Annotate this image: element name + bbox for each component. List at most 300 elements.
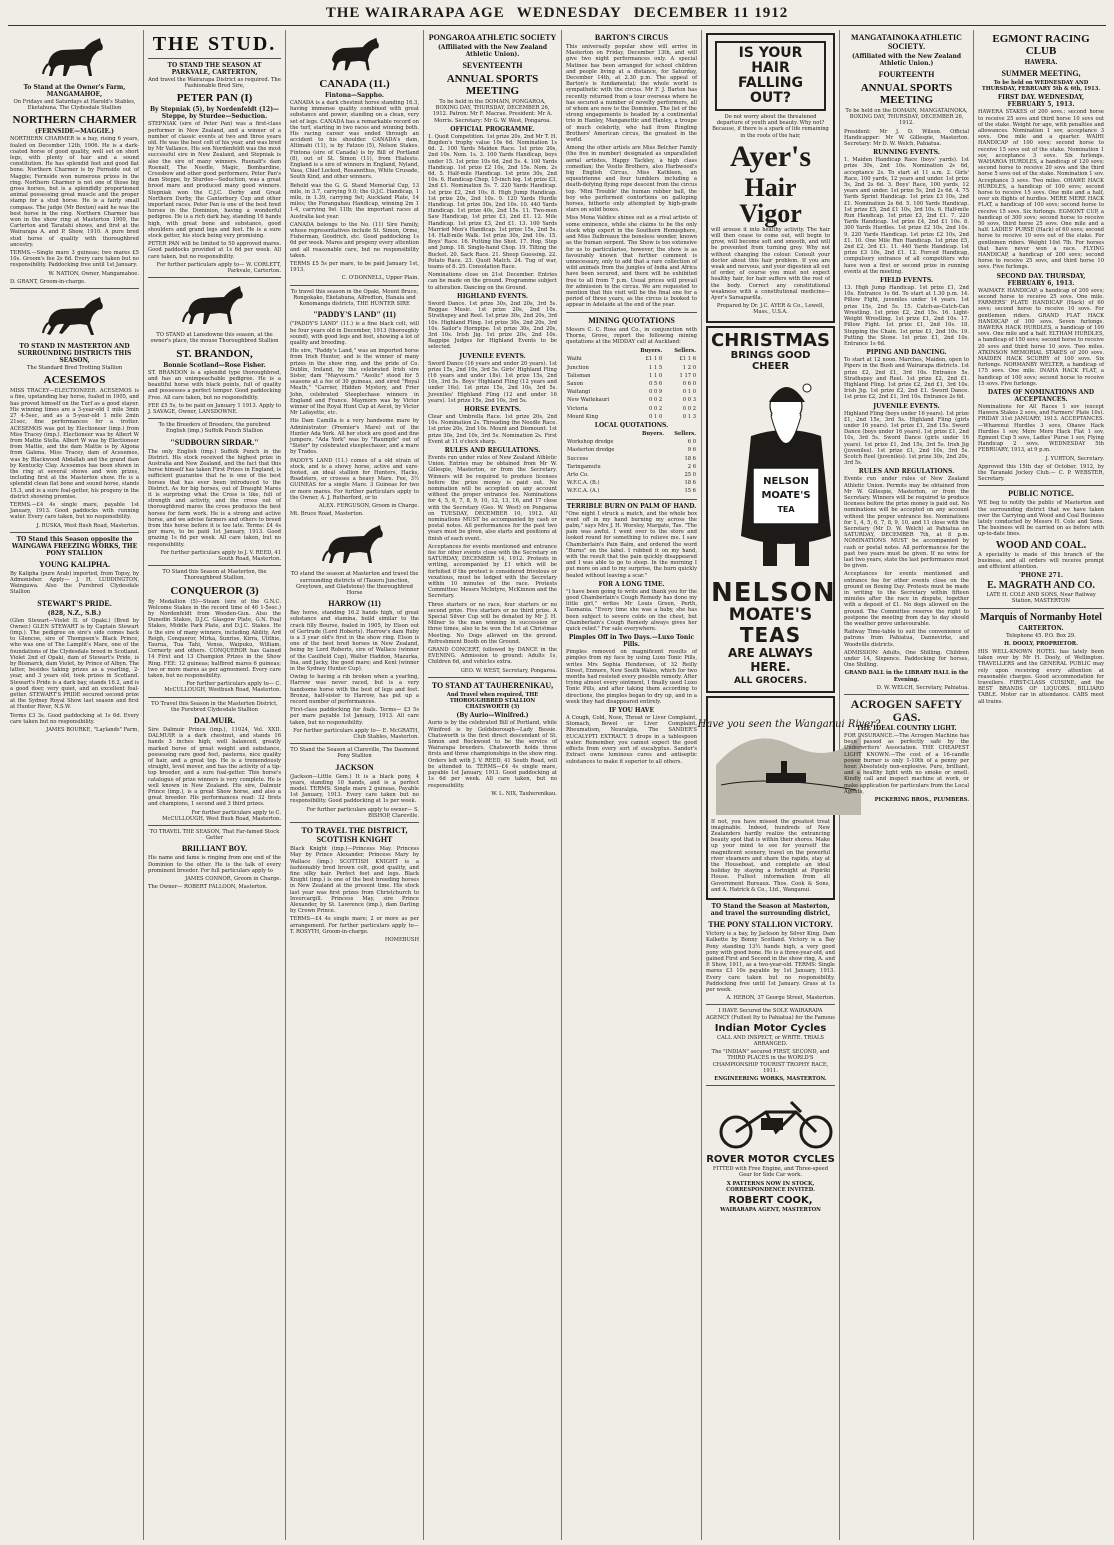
concert-note: GRAND CONCERT, followed by DANCE in the EVENING. Admission to ground: Adults 1s, Children 6d, and vehicles extra. bbox=[428, 647, 557, 666]
circus-body-2: Among the other artists are Miss Belcher Family (the five in number) designated as unparalleled aerial artistes, Happy Tackley, a high class comedian; the Vosito Brothers, also Harbwood's big English Circus, Miss Kathleen, an equestrienne and four tumblers including a death-defying flying rope descent from the circus top. 'Mini Trouble' the human rubber ball, the boy who performed contortions on galloping horses, hitherto only attempted by high-grade stars on solid boxes. bbox=[566, 145, 697, 214]
divider bbox=[148, 418, 281, 419]
quotation-name: Waitangi bbox=[567, 389, 591, 396]
quotation-value: 9 6 bbox=[687, 447, 696, 454]
stud-1-name: PETER PAN (I) bbox=[176, 92, 253, 105]
rules-text-3: Three starters or no race, four starters or no second prize. Five starters or no third prize. A Special Silver Cup will be donated by Mr J. H. Milner to the man winning in succession or three times, also to be won the 1st at Christmas Meeting. No Dogs allowed on the ground. Refreshment Booth on the Ground. bbox=[428, 601, 557, 645]
divider bbox=[706, 1085, 835, 1086]
canada-body-2: Behold was the G. G. Stand Memorial Cup, 13 mile, in 3.7, carrying 9.0; the O.J.C. Handicap, 1 mile, in 1.39, carrying 9st; Auckland Plate, 14 miles; the Forangahau Handicap, winning 2m 1 1-4, carrying 9st 11lb; the important races at Australia last year. bbox=[290, 182, 419, 220]
pongaroa-title: PONGAROA ATHLETIC SOCIETY bbox=[428, 33, 557, 42]
quotation-value: 0 0 2 bbox=[648, 397, 663, 404]
moates-brand: MOATE'S bbox=[728, 604, 813, 625]
wanganui-script: Have you seen the Wanganui River? bbox=[697, 718, 881, 730]
mangatainoka-fourteenth: FOURTEENTH bbox=[878, 70, 935, 79]
paddys-land-body: His sire, "Paddy's Land," was an imported horse from Irish Hunter, and is the winner of many prizes in the show ring, and the pride of Co. Dublin, Ireland, by the celebrated Irish sire Sister, dam "Mayvourn." "Aeolic" stood for 5 seasons at a fee of 30 guineas, and sired "Royal Meath," "Carrier, Hidden Mystery, and Frier John, celebrated Steeplechase winners in England and France. Maymorn was by Victor winner of the Royal Hunt Cup at Ascot, by Victor Mr Lafayette, etc. bbox=[290, 348, 419, 417]
rules-text: Events run under rules of New Zealand Athletic Union. Entries may be obtained from Mr W. Gillespie, Masterton, or from the Secretary. Winners will be required to produce licenses before the prize money is paid out. No nomination will be accepted on any account without the proper entrance fee. Nominations for 4, 5, 6, 7, 8, 9, 10, 12, 13, 16, and 17 close with the Secretary (Geo. W. West) on Pongaroa on TUESDAY, DECEMBER 10, 1912. All nominations MUST be accompanied by cash or postal notes. All performances for the past two years must be given, also starts and positions at finish of each event. bbox=[428, 454, 557, 542]
programme-heading: OFFICIAL PROGRAMME. bbox=[450, 125, 535, 133]
scottish-knight-place: HOMEBUSH bbox=[384, 936, 419, 943]
harrow-body: Bay horse, standing 16.2 hands high, of great substance and stamina, build similar to the crack filly Bourse, foaled in 1905, by Elson out of Gertrude (Lord Hoberts). Harrow's dam Ruby is a 3 year old's first in the show ring. Elson is one of the best bred horses in New Zealand, being by Lord Roberts, sire of Wallace (winner of the Caulfield Cup), Walter Haddon, Mazurka, Ina, and Jacky, the good mare; and Kent (winner in the Sydney Hunter Cup). bbox=[290, 610, 419, 673]
chatsworth-body: Aurio is by the celebrated Bill of Portland, while Winifred is by Goldsborough—Lady Bessie. Chatsworth is the first direct descendant of St. Simon and Rockwood to be the service of Wairarapa breeders. Chatsworth holds three firsts and three championships in the show ring. Orders left with J. V. REED, 41 South Road, will be attended to. TERMS—£4 4s single mare, payable 1st January, 1913. Good paddocking at 1s 6d per week. All care taken, but no responsibility. bbox=[428, 720, 557, 789]
newspaper-title: THE WAIRARAPA AGE bbox=[325, 4, 505, 21]
paddys-land-body-3: PADDY'S LAND (11.) comes of a old strain of stock, and is a showy horse, active and sure-footed, an ideal stallion for Hunters, Hacks, Roadsters, or crosses a heavy Mare. Fee, 3½ GUINEAS for a single Mare. 3 Guineas for two or more mares. For further particulars apply to the Owner, A. J. Rutherford, or to bbox=[290, 457, 419, 501]
stud-6-owner: JAMES CONNOR, Groom in Charge. bbox=[185, 876, 281, 883]
stud-2-pedigree: Bonnie Scotland—Rose Fisher. bbox=[163, 361, 266, 369]
rules-text-2: Acceptances for events mentioned and entrance fee for other events close with the Secretary on SATURDAY, DECEMBER 14, 1912. Protests in writing, accompanied by £1 which will be forfeited if the protest is considered frivolous or vexatious, must be lodged with the Secretary within 10 minutes of the race. Protests Committee: Messrs McIntyre, McKinnon and the Secretary. bbox=[428, 543, 557, 600]
acrogen-sub: THE IDEAL COUNTRY LIGHT. bbox=[856, 725, 957, 733]
stallion-1-owner: W. NATION, Owner, Mangamahoe. bbox=[48, 270, 139, 277]
stud-1-caption: TO STAND THE SEASON AT PARKVALE, CARTERTON, bbox=[167, 62, 262, 76]
horse-illustration-icon bbox=[320, 521, 390, 567]
stud-5-body: Sire Dalmuir Prince (imp.), 11024, Vol. XXII. DALMUIR is a dark chestnut, and stands 16 hands 3 inches high, well balanced, greatly marked horse of great weight and substance, possessing rare good feet, pasterns, nice quality of hair, and a great top. He is a tremendously straight, level mover, and has the activity of a tip-top breeder, and a sure foal-getter. This horse's catalogue of prize winners is very complete. He is well known in New Zealand. His sire, Dalmuir Prince (imp.), is a great Show horse, and also a great breeder. His performances read: 32 firsts and champions, 1 second and 3 third prizes. bbox=[148, 727, 281, 808]
mangatainoka-heading: ANNUAL SPORTS MEETING bbox=[860, 82, 953, 106]
quotation-value: 1 17 0 bbox=[679, 372, 696, 379]
quotation-value: 0 0 2 bbox=[682, 405, 696, 412]
horse-illustration-icon bbox=[325, 34, 385, 74]
nomination-dates-heading: DATES OF NOMINATIONS AND ACCEPTANCES. bbox=[987, 388, 1095, 403]
stud-1-body-2: PETER PAN will be limited to 50 approved mares. Good paddocks provided at 1s 6d per week. All care taken, but no responsibility. bbox=[148, 241, 281, 260]
quotation-value: 0 5 6 bbox=[648, 380, 663, 387]
table-row bbox=[566, 463, 697, 471]
phone-number: 'PHONE 271. bbox=[1018, 572, 1063, 580]
quotation-value bbox=[633, 471, 665, 479]
juvenile-events: Sword Dance (16 years and under 20 years). 1st prize 15s, 2nd 10s, 3rd 5s. Girls' Highland Fling (16 years and under 18s). 1st prize 15s, 2nd 10s, 3rd 5s. Boys' Highland Fling (12 years and under 16s). 1st prize 15s, 2nd 10s, 3rd 5s. Juveniles' Highland Fling (12 and under 16 years). 1st prize 15s, 2nd 10s, 3rd 5s. bbox=[428, 360, 557, 404]
pongaroa-intro: To be held in the DOMAIN, PONGAROA, BOXING DAY, THURSDAY, DECEMBER 26, 1912. Patron: Mr F. Macrae. President: Mr A. Morris. Secretary: Mr G. W. West, Pongaroa. bbox=[432, 99, 553, 124]
quotation-value bbox=[633, 487, 665, 495]
quotation-value: 0 0 9 bbox=[648, 389, 663, 396]
divider bbox=[290, 743, 419, 744]
quotation-name: Talisman bbox=[567, 372, 591, 379]
railway-note: Railway Time-table to suit the convenience of patrons from Pahiatua, Dannevirke, and Woodville districts. bbox=[844, 629, 969, 648]
ayer-brand: Ayer's bbox=[729, 139, 812, 173]
table-row bbox=[566, 380, 697, 388]
stud-6-body: His name and fame is ringing from one end of the Dominion to the other. He is the talk of every prominent breeder. For full particulars apply to bbox=[148, 855, 281, 874]
divider bbox=[148, 277, 281, 278]
table-row bbox=[566, 396, 697, 404]
christmas-heading: CHRISTMAS bbox=[711, 329, 830, 351]
divider bbox=[428, 677, 557, 678]
nomination-dates: Nominations for All Races 1 sov (except Hawera Stakes 2 sovs, and Farmers' Plate 10s). FRIDAY 31st JANUARY, 1913. ACCEPTANCES.—Wharenui Hurdles 3 sovs, Ohawe Hack Hurdles 1 sov, Mere Mere Hack Flat 1 sov, Egmont Cup 5 sovs, Ladies' Purse 1 sov, Flying Handicap 2 sovs. WEDNESDAY 5th FEBRUARY, 1913, at 9 p.m. bbox=[978, 403, 1104, 454]
tea-box-label-3: TEA bbox=[777, 504, 795, 514]
divider bbox=[566, 312, 697, 313]
stud-2-body: ST. BRANDON is a splendid type thoroughbred, and has an unimpeachable pedigree. He is a beautiful horse with black points, full of quality and possesses a perfect temper. Good paddocking Free. All care taken, but no responsibility. bbox=[148, 369, 281, 401]
column-3 bbox=[286, 30, 424, 1540]
circus-body-3: Miss Mona Valdice shines out as a rival artiste of some eminence, while she claims to be the only stock whip expert in the Southern Hemisphere, and Miss Dalbreaux the boneless wonder, known as the human serpent. The Show is too extensive for us to particularise, however, the show is as favourably known that further comment is unnecessary, only to add that a rare collection of wild animals from the jungles of India and Africa have been secured, and there will be exhibited free to all from 7 p.m. Usual prices will prevail for admission to the circus. We are requested to mention that this visit will be the final one for a period of three years, as the circus is booked to appear in Adelaide at the end of the year. bbox=[566, 215, 697, 309]
hotel-place: CARTERTON. bbox=[1018, 624, 1064, 632]
divider bbox=[148, 697, 281, 698]
stud-1-sub: And travel the Wairarapa District as required. The Fashionable Bred Sire, bbox=[148, 77, 281, 90]
tea-box-label-2: MOATE'S bbox=[761, 489, 811, 501]
stallion-1-terms: TERMS.—Single mare 3 guineas; two mares £5 10s. Groom's fee 2s 6d. Every care taken but no responsibility. Paddocking free until 1st January. bbox=[10, 250, 139, 269]
stallion-2-body: MISS TRACEY—ELECTIONEER. ACESEMOS is a fine, upstanding bay horse, foaled in 1905, and has proved himself on the Turf as a good stayer. His winning times are a 3-year-old 1 mile 3min 27 4-5sec, and as a 5-year-old 1 mile 2min 21sec, fine performances for a trotter. ACESEMOS was got by Electioneer (imp.) from Miss Tracey (imp.). Electioneer was by Albert W from Mattie Stella. Albert W was by Electioneer from Mattie, and the dam Mattie is by Algona from Galena. Miss Tracey, dam of Acesemos, was by Blackwood Abdallah and the grand dam by Kentucky Clay. Acesemos has been shown in the ring at several shows and won prizes, including first at the Masterton show. He is a splendid clean flat bone and sound horse, stands 15.3, and is a sure foal-getter, his progeny in the district showing promise. bbox=[10, 388, 139, 500]
piping-heading: PIPING AND DANCING. bbox=[866, 349, 947, 357]
stud-4-contact: For further particulars apply to— C. McCULLOUGH, Westbush Road, Masterton. bbox=[164, 681, 281, 694]
ayer-prepared: Prepared by Dr. J.C. AYER & Co., Lowell, Mass., U.S.A. bbox=[716, 303, 825, 316]
column-5 bbox=[562, 30, 702, 1540]
nelson-moates-advertisement bbox=[706, 326, 835, 693]
quotation-name: Mount King bbox=[567, 413, 599, 420]
circus-body: This universally popular show will arrive in Masterton on Friday, December 13th, and will give two night performances only. A special Matinee has been arranged for school children and people living at a distance, for Saturday, December 14th, at 2.30 p.m. The appeal of Barton's is fundamental; the whole world is sympathetic with the circus. Mr F. J. Barton has recently returned from a tour overseas where he has secured a number of novelty performers, all of whom are new to the Dominion. The list of the strong engagements is headed by a continental trio in Hanley, Manganettic and Hanley, a troupe of much celebrity, who hail from Ringling Brothers' American circus, the greatest in the world. bbox=[566, 44, 697, 144]
quotation-name: Waihi bbox=[567, 356, 582, 363]
divider bbox=[290, 822, 419, 823]
paddys-land-owner: ALEX. FERGUSON, Groom in Charge. bbox=[318, 502, 419, 509]
eucalypti-heading: IF YOU HAVE bbox=[608, 707, 655, 715]
table-row bbox=[566, 487, 697, 495]
quotation-value: 18 6 bbox=[684, 480, 696, 487]
stallion-2-owner: J. RUSKA, West Bush Road, Masterton. bbox=[36, 522, 139, 529]
mining-col-sellers: Sellers. bbox=[674, 348, 696, 355]
acrogen-signature: PICKERING BROS., PLUMBERS. bbox=[874, 797, 969, 804]
first-day-races: HAWERA STAKES of 200 sovs.; second horse to receive 25 sovs and third horse 10 sovs out of the stake. Weight for age, with penalties and allowances. Nomination 1 sov, acceptance 3 sovs. One mile and a quarter. WAIHI HANDICAP of 100 sovs; second horse to receive 15 sovs out of the stake. Nomination 1 sov, acceptance 3 sovs. Six furlongs. WAHAROA HURDLES, a handicap of 120 sovs; second horse to receive 20 sovs and the third horse 5 sovs out of the stake. Nomination 1 sov. Acceptance 3 sovs. Two miles. OHAWE HACK HURDLES, a handicap of 100 sovs; second horse to receive 15 sovs. One mile and a half, over six flights of hurdles. MERE MERE HACK FLAT, a handicap of 100 sovs; second horse to receive 15 sovs. Six furlongs. EGMONT CUP, a handicap of 300 sovs; second horse to receive 50 sovs, third horse 25 sovs. One mile and a half. LADIES' PURSE (Hack) of 60 sovs; second horse to receive 10 sovs out of the stake. For gentlemen riders. Weight 10st 7lb. For horses that have never won a race. FLYING HANDICAP, a handicap of 200 sovs; second horse to receive 25 sovs, and third horse 10 sovs. Five furlongs. bbox=[978, 109, 1104, 271]
mangatainoka-signature: D. W. WELCH, Secretary, Pahiatua. bbox=[876, 684, 969, 691]
stud-2-fee: FEE £5 5s, to be paid on January 1 1913. Apply to J. SAVAGE, Owner, LANSDOWNE. bbox=[148, 402, 281, 415]
table-row bbox=[566, 355, 697, 363]
hotel-proprietor: H. DOOLY, PROPRIETOR. bbox=[1004, 640, 1078, 647]
horse-illustration-icon bbox=[180, 282, 250, 328]
table-row bbox=[566, 471, 697, 479]
table-row bbox=[566, 364, 697, 372]
paddys-land-caption: To travel this season in the Opaki, Mount Bruce, Rongokako, Eketahuna, Alfredton, Hanaia and Konomanga districts, THE HUNTER SIRE bbox=[290, 288, 419, 308]
egmont-place: HAWERA. bbox=[1024, 59, 1058, 66]
divider bbox=[844, 694, 969, 695]
always-here-tagline: ARE ALWAYS HERE. bbox=[727, 645, 814, 674]
table-row bbox=[566, 372, 697, 380]
column-2 bbox=[144, 30, 286, 1540]
quotation-name: Arto Co. bbox=[567, 471, 589, 478]
hotel-phone: Telephone 45. P.O. Box 29. bbox=[1006, 632, 1076, 639]
stallion-1-groom: D. GRANT, Groom-in-charge. bbox=[10, 278, 86, 285]
stud-6-groom: The Owner— ROBERT FALLOON, Masterton. bbox=[148, 884, 268, 891]
rules-text-2a: Events run under rules of New Zealand Athletic Union. Permits may be obtained from Mr W. Gillespie, Masterton, or from the Secretary. Winners will be required to produce licenses before the prize money is paid out. No nominations will be accepted on any account without the proper entrance fee. Nominations for 1, 4, 5, 6, 7, 8, 9, 10, and 11 close with the Secretary (Mr D. W. Welch) at Pahiatua on SATURDAY, DECEMBER 7th, at 8 p.m. NOMINATIONS MUST be accompanied by cash or postal notes. All performances for the past two years must be given. If no wins for last two years, state the last performance must be given. bbox=[844, 476, 969, 570]
egmont-title: EGMONT RACING CLUB bbox=[992, 33, 1090, 57]
first-day-heading: FIRST DAY. WEDNESDAY, FEBRUARY 5, 1913. bbox=[997, 94, 1085, 109]
running-heading: RUNNING EVENTS. bbox=[873, 149, 940, 157]
juvenile-events-2: Highland Fling (boys under 16 years). 1st prize £1, 2nd 15s, 3rd 5s. Highland Fling (girls under 16 years). 1st prize £1, 2nd 15s. Sword Dance (boys under 16 years). 1st prize £1, 2nd 10s, 3rd 5s. Sword Dance (girls under 16 years). 1st prize £1, 2nd 15s, 3rd 5s. Irish Jig (juveniles). 1st prize £1, 2nd 10s, 3rd 5s. Scotch Reel (juveniles). 1st prize 30s, 2nd 20s, 3rd 5s. bbox=[844, 410, 969, 467]
stud-5-contact: For further particulars apply to C. McCULLOUGH, West Bush Road, Masterton. bbox=[162, 809, 281, 822]
stallion-2-caption: TO STAND IN MASTERTON AND SURROUNDING DISTRICTS THIS SEASON, bbox=[17, 343, 132, 365]
harrow-contact: For further particulars apply to— E. McGRATH, Club Stables, Masterton. bbox=[293, 727, 419, 741]
public-notice-heading: PUBLIC NOTICE. bbox=[1008, 489, 1074, 499]
stallion-1-name: NORTHERN CHARMER bbox=[12, 114, 137, 127]
rover-agent-name: ROBERT COOK, bbox=[728, 1194, 813, 1206]
indian-signature: ENGINEERING WORKS, MASTERTON. bbox=[714, 1075, 827, 1082]
quotation-name: Taringamutu bbox=[567, 463, 601, 470]
quotation-value: 6 0 bbox=[687, 439, 696, 446]
quotation-value: 0 1 3 bbox=[682, 413, 696, 420]
egmont-meeting: SUMMER MEETING, bbox=[1001, 69, 1081, 78]
stud-5-name: DALMUIR. bbox=[193, 716, 236, 726]
divider bbox=[10, 288, 139, 289]
pongaroa-seventeenth: SEVENTEENTH bbox=[462, 61, 523, 70]
good-cheer-heading: BRINGS GOOD CHEER bbox=[730, 349, 811, 372]
table-row bbox=[566, 438, 697, 446]
pimples-heading: Pimples Off in Two Days.—Luxo Tonic Pills. bbox=[568, 634, 695, 649]
chatsworth-sub: And Travel when required, THE THOROUGHBRED STALLION CHATSWORTH (3) bbox=[446, 691, 539, 711]
jackson-body: (Jackson—Little Gem.) It is a black pony, 4 years, standing 10 hands, and is a perfect model. TERMS: Single mare 2 guineas, Payable 1st January, 1913. Every care taken but no responsibility. Good paddocking at 1s per week. bbox=[290, 773, 419, 805]
ayer-sub: Do not worry about the threatened departure of youth and beauty. Why not? Because, if there is a spark of life remaining in the roots of the hair, bbox=[712, 114, 829, 139]
wood-coal-heading: WOOD AND COAL. bbox=[995, 539, 1087, 551]
table-row bbox=[566, 413, 697, 421]
ayer-product: Hair Vigor bbox=[739, 172, 802, 228]
column-7 bbox=[840, 30, 974, 1540]
scottish-knight-body: Black Knight (imp.)—Princess May. Princess May by Prince Alexander, Princess Mary by Wallace (imp.) SCOTTISH KNIGHT is a fashionably bred brown colt, good quality, and fine silky hair. Perfect feet and legs. Black Knight (imp.) is one of the best breeding horses in New Zealand at the present time. His stock last year was first prizes from Christchurch to Invercargill. Princess May, sire Prince Alexander, by St. Lawrence (imp.), dam Darling by Crown Prince. bbox=[290, 846, 419, 915]
burn-body: "One night I struck a match, and the whole box went off in my hand burning my across the palm," says Mrs J. H. Worsley, Margate, Tas. "The pain was awful. I went over to the store and looked round for something to relieve me. I saw Chamberlain's Pain Balm, and ordered the word "Burns" on the label. I rubbed it on my hand, with the result that the pain quickly disappeared and I was able to go to sleep. In the morning I put more on and to my surprise, the burn quickly healed without leaving a scar." bbox=[566, 510, 697, 579]
quotation-value: 18 6 bbox=[684, 455, 696, 462]
eucalypti-body: A Cough, Cold, Nose, Throat or Liver Complaint, Stomach, Bowel or Liver Complaint, Rheumatism, Neuralgia, The SANDER'S EUCALYPTI EXTRACT. 5 drops in a tablespoon water. Remember, you cannot expect the good effects from every sort of eucalyptus. Sander's Extract owns luminous cures and antiseptic substances to make it superior to all others. bbox=[566, 715, 697, 765]
victory-owner: A. HERON, 37 George Street, Masterton. bbox=[726, 995, 835, 1002]
mining-intro: Messrs C. C. Ross and Co., in conjunction with Thorne, Grove, report the following mining quotations at the MIDDAY call at Auckland: bbox=[566, 326, 697, 345]
paddys-land-body-2: His Dam Camilla is a very handsome mare by Administrator (Premier's Mare) out of the Hunter Ada York. All her stock are good and fine jumpers. "Ada York" was by "Raumpfe" out of "Sister" by celebrated steeplechaser, and a mare by Trades. bbox=[290, 418, 419, 456]
stud-3-name: "SUDBOURN SIRDAR." bbox=[170, 437, 259, 447]
firm-name: E. MAGRATH AND CO. bbox=[987, 580, 1095, 592]
harrow-terms: First-class paddocking for foals. Terms— £3 5s per mare payable 1st January, 1913. All care taken, but no responsibility. bbox=[290, 707, 419, 726]
stud-3-sub: To the Breeders of Breeders, the purebred English (imp.) Suffolk Punch Stallion bbox=[158, 422, 271, 435]
local-table bbox=[566, 430, 697, 496]
motorcycle-icon bbox=[706, 1090, 846, 1150]
issue-date: DECEMBER 11 1912 bbox=[633, 4, 789, 21]
table-row bbox=[566, 405, 697, 413]
local-col-buyers: Buyers. bbox=[642, 430, 664, 437]
ball-note: GRAND BALL in the LIBRARY HALL in the Evening. bbox=[844, 670, 969, 683]
second-day-races: WAIMATE HANDICAP, a handicap of 200 sovs; second horse to receive 25 sovs. One mile. FARMERS' PLATE HANDICAP (Hack) of 60 sovs; second horse to receive 10 sovs. For gentlemen riders. GRAND FLAT HACK HANDICAP of 100 sovs. Seven furlongs. HAWERA HACK HURDLES, a handicap of 100 sovs. One mile and a half. ELTHAM HURDLES, a handicap of 150 sovs; second horse to receive 20 sovs and third horse 10 sovs. Two miles. ATKINSON MEMORIAL STAKES of 200 sovs. MAIDEN HACK SCURRY of 100 sovs. Six furlongs. NORMANBY WELTER, a handicap of 175 sovs. One mile. INAHA HACK FLAT, a handicap of 100 sovs; second horse to receive 15 sovs. Five furlongs. bbox=[978, 287, 1104, 387]
quotation-value: 1 2 0 bbox=[682, 364, 696, 371]
table-row bbox=[566, 388, 697, 396]
canada-pedigree: Fintona—Sappho. bbox=[325, 92, 384, 99]
indian-body: The "INDIAN" secured FIRST, SECOND, and THIRD PLACES in the WORLD'S CHAMPIONSHIP TOURIST TROPHY RACE, 1911. bbox=[711, 1049, 830, 1074]
section-title: THE STUD. bbox=[152, 33, 277, 55]
stud-2-name: ST. BRANDON, bbox=[176, 347, 253, 360]
table-row bbox=[566, 446, 697, 454]
divider bbox=[566, 499, 697, 500]
stud-4-caption: TO Stand this Season at Masterton, the Thoroughbred Stallion, bbox=[162, 569, 267, 582]
egmont-signature: J. YURTON, Secretary. bbox=[1045, 455, 1104, 462]
hotel-body: HIS WELL-KNOWN HOTEL has lately been taken over by Mr H. Dooly, of Wellington. TRAVELLERS and the GENERAL PUBLIC may rely upon receiving every attention at reasonable charges. Good accommodation for travellers. FIRST-CLASS CUISINE, and the BEST BRANDS OF LIQUORS. BILLIARD TABLE. Motor car in attendance. CABS meet all trains. bbox=[978, 649, 1104, 705]
stud-3-contact: For further particulars apply to J. V. REED, 41 South Road, Masterton. bbox=[160, 549, 281, 562]
canada-name: CANADA (11.) bbox=[319, 78, 390, 90]
quotation-value: 1 1 5 bbox=[648, 364, 663, 371]
stud-1-contact: For further particulars apply to— W. CORLETT, Parkvale, Carterton. bbox=[156, 261, 281, 275]
stud-3-body: The only English (imp.) Suffolk Punch in the District. His stock received the highest prize in Australia and New Zealand, and the fact that this horse himself has taken First Prizes in England, is sufficient guarantee that he is one of the best horses that has ever been introduced to the District. As for big horses, out of Draught Mares it is surprising what the Cross is like, full of strength and activity, and the cross out of thoroughbred mares the cross produces the best horses for farm work. He is a strong and active horse, and we advise farmers and others to breed from this horse before it is too late. Terms: £4 4s per mare, to be paid 1st January, 1913. Good grazing 1s 6d per week. All care taken, but no responsibility. bbox=[148, 448, 281, 548]
rover-brand: ROVER MOTOR CYCLES bbox=[706, 1154, 835, 1166]
juvenile-heading-2: JUVENILE EVENTS. bbox=[873, 402, 940, 410]
stallion-4-name: STEWART'S PRIDE. bbox=[37, 598, 112, 608]
indian-sub: CALL AND INSPECT, or WRITE. TRIALS ARRANGED. bbox=[717, 1034, 824, 1047]
stallion-2-terms: TERMS.—£4 4s single mare, payable 1st January, 1913. Good paddocks with running water. Every care taken, but no responsibility. bbox=[10, 501, 139, 521]
stud-2-caption: TO STAND at Lansdowne this season, at the owner's place, the mouse Thoroughbred Stallion bbox=[150, 332, 279, 345]
long-heading: FOR A LONG TIME. bbox=[598, 580, 665, 588]
stallion-4-number: (828, N.Z., S.B.) bbox=[47, 609, 102, 617]
pimples-body: Pimples removed on magnificent results of pimples from my face by using Luxo Tonic Pills, writes Mrs Sophia Henderson, of 32 Reilly Street, Enmore, New South Wales, which for two months had resisted every possible remedy. After trying almost every ointment, I finally used Luxo Tonic Pills, and after taking them according to directions, the pimples began to dry up, and in a week they had disappeared entirely. bbox=[566, 649, 697, 705]
circus-heading: BARTON'S CIRCUS bbox=[594, 33, 669, 42]
quotation-name: Junction bbox=[567, 364, 589, 371]
horse-events: Clear and Umbrella Race. 1st prize 20s, 2nd 10s. Nomination 2s. Threading the Needle Race. 1st prize 20s, 2nd 10s. Mount and Dismount. 1st prize 30s, 2nd 10s, 3rd 5s. Nomination 2s. First Event at 11 o'clock sharp. bbox=[428, 413, 557, 445]
quotation-value bbox=[633, 438, 665, 446]
stud-6-caption: TO TRAVEL THE SEASON, That Far-famed Stock Getter bbox=[149, 829, 280, 842]
mangatainoka-intro: To be held on the DOMAIN, MANGATAINOKA, BOXING DAY, THURSDAY, DECEMBER 26, 1912. bbox=[845, 108, 968, 127]
running-events: 1. Maiden Handicap Race (boys' yards). 1st prize 30s, 2nd 10s. Nomination 2s 6d, acceptance 2s. To start at 11 a.m. 2. Girls' Race, 100 yards, 12 years and under. 1st prize 5s, 2nd 2s 6d. 3. Boys' Race, 100 yards, 12 years and under. 1st prize 5s, 2nd 2s 6d. 4. 75 Yards Sprint Handicap. 1st prize £3 10s, 2nd £1. Nomination 2s 6d. 5. 100 Yards Handicap. 1st prize £5, 2nd £1 10s, 3rd 10s. 6. Half-mile Run Handicap. 1st prize £3, 2nd £1. 7. 220 Yards Handicap. 1st prize £4, 2nd £1 10s. 8. 300 Yards Hurdles. 1st prize £2 10s, 2nd 10s. 9. 220 Yards Handicap. 1st prize £2 10s, 2nd £1. 10. One Mile Run Handicap. 1st prize £5, 2nd £2, 3rd £1. 11. 440 Yards Handicap. 1st prize £3 10s, 2nd £1. 12. Forced Handicap, compulsory entrance of all competitors who have won a first or second prize in running events at the meeting. bbox=[844, 157, 969, 275]
quotation-value: 0 1 0 bbox=[648, 413, 663, 420]
table-row bbox=[566, 455, 697, 463]
stallion-2-sub: The Standard Bred Trotting Stallion bbox=[26, 365, 123, 372]
stud-1-body: STEPNIAK (sire of Peter Pan) was a first-class performer in New Zealand, and a winner of a number of classic events at two and three years old. He was the best colt of his year, and was bred by Mr Vallance. His son Nordenfeldt was the most successful sire in New Zealand, and Stepniak is also the sire of many winners. Ruenalf's dam Ruenalf, The Needle, Magic, Bombardine, Crossbow and other good performers. Peter Pan's dam Steppe, by Sturdee—Seduction, was a great brood mare and produced many good winners. Stepniak won the C.J.C. Derby and Great Northern Derby, the Canterbury Cup and other important races. Peter Pan is one of the best bred horses in the Dominion, having a wonderful pedigree. He is a rich dark bay, standing 16 hands high, with great bone and substance, good shoulders and grand legs and feet. He is a sure stock getter, his stock being very promising. bbox=[148, 121, 281, 240]
rules-text-2b: Acceptances for events mentioned and entrance fee for other events close on the ground on Boxing Day. Protests must be made in writing to the Secretary within fifteen minutes after the race in dispute, together with a deposit of £1. No dogs allowed on the ground. The Committee reserve the right to postpone the meeting from day to day should the weather prove unfavourable. bbox=[844, 571, 969, 628]
chatsworth-heading: TO STAND AT TAUHERENIKAU, bbox=[431, 680, 554, 690]
quotation-value bbox=[633, 446, 665, 454]
ayer-question: IS YOUR HAIR FALLING OUT? bbox=[715, 41, 826, 111]
quotation-value: £1 1 0 bbox=[645, 356, 663, 363]
quotation-name: New Waitekauri bbox=[567, 397, 610, 404]
quotation-name: Saxon bbox=[567, 380, 584, 387]
masthead bbox=[0, 0, 1114, 26]
egmont-dates: To be held on WEDNESDAY AND THURSDAY, FEBRUARY 5th & 6th, 1913. bbox=[981, 80, 1101, 93]
rules-heading: RULES AND REGULATIONS. bbox=[444, 446, 541, 454]
quotation-value bbox=[633, 463, 665, 471]
teas-label: TEAS bbox=[739, 622, 802, 647]
quotation-name: Masterton dredge bbox=[567, 447, 615, 454]
horse-illustration-icon bbox=[40, 34, 110, 80]
local-col-sellers: Sellers. bbox=[674, 430, 696, 437]
piping-events: To start at 12 noon. Marches, Maiden, open to Pipers in the Bush and Wairarapa districts. 1st prize £2, 2nd £1, 3rd 10s. Entrance 5s. Strathspey and Reel. 1st prize £2, 2nd £1. Highland Fling. 1st prize £2, 2nd £1, 3rd 10s. Irish Jig. 1st prize £2, 2nd £1. Sword Dance. 1st prize £2, 2nd £1, 3rd 10s. Entrance 2s 6d. bbox=[844, 357, 969, 401]
paddys-land-sub: ("PADDY'S LAND" (11.) is a fine black colt, will be four years old in December, 1913 (thoroughly sound), with good legs and feet, showing a lot of quality and breeding. bbox=[290, 321, 419, 346]
quotation-value: 15 6 bbox=[684, 488, 696, 495]
victory-body: Victory is a bay, by Jackson by Silver King. Dam Kalkette by Bonny Scotland. Victory is a Bay Pony standing 13½ hands high, a very good pony with good bone. He is a three-year-old, and gained First and Second in the show ring, A. and P. Show, 1911, as a two-year-old. TERMS: Single mares £3 10s payable by 1st January, 1913. Every care taken but no responsibility. Paddocking free until 1st January. Grass at 1s per week. bbox=[706, 931, 835, 993]
quotation-value: 1 1 0 bbox=[648, 372, 663, 379]
quotation-value: 25 0 bbox=[684, 471, 696, 478]
wanganui-advertisement bbox=[697, 696, 881, 900]
local-heading: LOCAL QUOTATIONS. bbox=[594, 421, 669, 429]
divider bbox=[10, 532, 139, 533]
egmont-approved: Approved this 15th day of October, 1912, by the Taranaki Jockey Club.— C. P. WEBSTER, Secretary. bbox=[978, 463, 1104, 483]
canada-body-3: CANADA belongs to the No. (11) Sire Family, whose representatives include St. Simon, Orme, Fisherman, Goodrich, etc. Good paddocking 1s 6d per week. Mares and progeny every attention and all reasonable care, but no responsibility taken. bbox=[290, 221, 419, 259]
ayer-advertisement bbox=[706, 33, 835, 323]
mangatainoka-sub: (Affiliated with the New Zealand Athletic Union.) bbox=[851, 53, 962, 67]
quotation-value bbox=[633, 479, 665, 487]
stud-4-name: CONQUEROR (3) bbox=[170, 584, 259, 597]
rover-body: FITTED with Free Engine, and Three-speed Gear for Side Car work. bbox=[712, 1166, 829, 1179]
programme-extra: Nominations close on 21st December. Entries can be made on the ground. Programme subject to alteration. Dancing on the Ground. bbox=[428, 272, 557, 291]
quotation-value bbox=[633, 455, 665, 463]
scottish-knight-caption: TO TRAVEL THE DISTRICT, SCOTTISH KNIGHT bbox=[301, 826, 408, 845]
hotel-heading: Marquis of Normanby Hotel bbox=[980, 611, 1102, 623]
quotation-value: £1 1 6 bbox=[679, 356, 696, 363]
column-4 bbox=[424, 30, 562, 1540]
stud-6-name: BRILLIANT BOY. bbox=[181, 844, 248, 854]
quotation-name: Workshop dredge bbox=[567, 439, 614, 446]
victory-heading: TO Stand the Season at Masterton, and travel the surrounding district, bbox=[710, 903, 831, 918]
divider bbox=[148, 58, 281, 59]
paddys-land-place: Mt. Bruce Road, Masterton. bbox=[290, 511, 364, 518]
quotation-name: Victoria bbox=[567, 405, 588, 412]
wood-coal-body: A speciality is made of this branch of the business, and all orders will receive prompt and efficient attention. bbox=[978, 551, 1104, 570]
columns bbox=[6, 30, 1108, 1540]
highland-events: Sword Dance. 1st prize 30s, 2nd 20s, 3rd 5s. Reggae Music. 1st prize 20s, 2nd 10s. Strathspey and Reel. 1st prize 30s, 2nd 20s, 3rd 10s. Highland Fling. 1st prize 30s, 2nd 20s, 3rd 10s. Sailor's Hornpipe. 1st prize 30s, 2nd 20s, 3rd 10s. Irish Jig. 1st prize 20s, 2nd 10s. Bagpipe Judges for Highland Events to be selected. bbox=[428, 300, 557, 351]
firm-sub: LATE H. COLE AND SONS, Near Railway Station, MASTERTON bbox=[986, 592, 1096, 605]
column-6 bbox=[697, 30, 881, 1540]
mining-table bbox=[566, 347, 697, 421]
canada-body: CANADA is a dark chestnut horse standing 16.3, having immense quality combined with great substance and power, standing on a clean, very set of legs. CANADA has a remarkable record on the turf, starting in two races and winning both. His racing career was ended through an accident to his shoulder. CANADA's dam, Altimahi (11), is by Fatzoo (5), Nelson Stakes. Fintona (sire of Canada) is by Bill of Portland (8), out of St. Simon (11), from Hialesto. England is a sire of winners in England, Nyland, Vasa, Chief Locked, Rosannthus, White Crusade, South Kind, and other winners. bbox=[290, 100, 419, 181]
rover-agent: WAIRARAPA AGENT, MASTERTON bbox=[720, 1206, 821, 1213]
long-body: "I have been going to write and thank you for the good Chamberlain's Cough Remedy has done my little girl," writes Mr Louis Green, Perth, Tasmania. "Every time she was a baby, she has been subject to severe colds on the chest, but Chamberlain's Cough Remedy always gives her quick relief." For sale everywhere. bbox=[566, 588, 697, 633]
harrow-body-2: Owing to having a rib broken when a yearling, Harrow was never raced, but is a very handsome horse with the best of legs and feet. Bronze, half-sister to Harrow, has put up a record number of performances. bbox=[290, 674, 419, 706]
nelson-brand: NELSON bbox=[711, 577, 836, 608]
divider bbox=[978, 608, 1104, 609]
divider bbox=[148, 565, 281, 566]
rules-heading-2: RULES AND REGULATIONS. bbox=[858, 468, 955, 476]
field-events: 13. High Jump Handicap. 1st prize £1, 2nd 10s. Entrance 1s 6d. To start at 1.30 p.m. 14. Pillow Fight, juveniles under 14 years. 1st prize 15s, 2nd 5s. 15. Catch-as-Catch-Can Wrestling. 1st prize £2, 2nd 15s. 16. Light-Weight Wrestling. 1st prize £1, 2nd 10s. 17. Pillow Fight. 1st prize £1, 2nd 10s. 18. Stepping the Chain. 1st prize £1, 2nd 10s. 19. Putting the Stone. 1st prize £1, 2nd 10s. Entrance 1s 6d. bbox=[844, 285, 969, 347]
horse-events-heading: HORSE EVENTS. bbox=[464, 405, 521, 413]
quotation-value: 0 0 2 bbox=[648, 405, 663, 412]
quotation-value: 0 0 3 bbox=[682, 397, 696, 404]
indian-brand: Indian Motor Cycles bbox=[714, 1022, 827, 1034]
mining-col-buyers: Buyers. bbox=[640, 348, 663, 355]
stallion-4-body: (Glen Stewart—Violet II. of Opaki.) (Bred by Owner.) GLEN STEWART is by Captain Stewart (imp.). The pedigree on sire's side comes back to Glencoe, sire of Thompson's Black Prince, who was one of The Lamplit's Mare, one of the foundations of the Clydesdale breed in Scotland. Violet 2nd of Opaki, dam of Stewart's Pride, is by Bismarck, dam Violet, by Prince of Albyn. The latter, besides taking prizes as a yearling, 2-year, and 3 years old, took prizes in Scotland. Stewart's Pride is a dark bay, stands 16.2, and is a good doer, very quiet, and an excellent foal-getter. STEWART'S PRIDE secured second prize at the Sydney Royal Show last season and first at Hunter River, N.S.W. bbox=[10, 617, 139, 711]
stallion-2-name: ACESEMOS bbox=[43, 374, 106, 387]
weekday: WEDNESDAY bbox=[516, 4, 622, 21]
stud-4-body: By Medallion (5)—Steam (sire of the G.N.C. Welcome Stakes in the record time of 46 1-5sec.) by Nordenfeldt from Wooden-Gun. Also the Dunedin Stakes, D.J.C. Glasgow Plate, G.N. Foal Stakes, Middle Park Plate, and D.J.C. Stakes. He is the sire of many winners, including Ability, Ard Reigh, Conqueror, Mirka, Sunrise, Kirra, Ulithie, Taurua, Tua Tahi, Venus, Waipuku, William, Cornerty and others. CONQUEROR has Gained 14 First and 13 Champion Prizes in the Show Ring. FEE: 12 guineas; halfbred mares 6 guineas; two or more mares as per agreement. Every care taken, but no responsibility. bbox=[148, 598, 281, 680]
stallion-1-pedigree: (FERNSIDE—MAGGIE.) bbox=[35, 128, 114, 136]
public-notice-body: WE beg to notify the public of Masterton and the surrounding district that we have taken over the Carrying and Wood and Coal Business lately conducted by Messrs H. Cole and Sons. The business will be carried on as before with up-to-date lines. bbox=[978, 500, 1104, 538]
wanganui-body: If not, you have missed the greatest treat imaginable. Indeed, hundreds of New Zealanders hardly realize the entrancing beauty spot that is within their shores. Make up your mind to see for yourself the magnificent scenery, travel on the powerful river steamers and share the rapids, stay at the Houseboat, and complete an ideal holiday by staying a fortnight at Pipiriki House. Fullest information from all Government Bureaux. Thos. Cook & Sons, and A. Hatrick & Co., Ltd., Wanganui. bbox=[711, 818, 830, 893]
stud-5-caption: TO Travel this Season in the Masterton District, the Purebred Clydesdale Stallion bbox=[151, 700, 278, 713]
victory-name: THE PONY STALLION VICTORY. bbox=[708, 920, 833, 930]
mining-heading: MINING QUOTATIONS bbox=[588, 315, 675, 325]
second-day-heading: SECOND DAY. THURSDAY, FEBRUARY 6, 1913. bbox=[996, 272, 1086, 287]
divider bbox=[148, 825, 281, 826]
pongaroa-sub: (Affiliated with the New Zealand Athletic Union). bbox=[437, 44, 548, 58]
stallion-4-owner: JAMES BOURKE, "Laylands" Farm, bbox=[46, 727, 139, 734]
column-1 bbox=[6, 30, 144, 1540]
quotation-value: 0 6 0 bbox=[682, 380, 696, 387]
column-8 bbox=[974, 30, 1108, 1540]
admission-note: ADMISSION: Adults, One Shilling. Children under 14, Sixpence. Paddocking for horses, One Shilling. bbox=[844, 649, 969, 669]
ayer-body: will arouse it into healthy activity. The hair will then cease to come out, will begin to grow, will become soft and smooth, and will be prevented from turning grey. Why not without changing the colour. Consult your doctor about this hair problem. If you are weak and nervous, and your digestion all out of order, of course you must not expect healthy hair, for hair suffers with the rest of the body. Correct any constitutional weakness with a constitutional medicine—Ayer's Sarsaparilla. bbox=[711, 226, 830, 302]
field-heading: FIELD EVENTS. bbox=[879, 277, 934, 285]
stallion-1-caption: To Stand at the Owner's Farm, MANGAMAHOE, bbox=[23, 84, 126, 98]
jackson-caption: TO Stand the Season at Clareville, The Dasmond Pony Stallion bbox=[290, 747, 419, 760]
quotation-value: 0 1 0 bbox=[682, 389, 696, 396]
mangatainoka-title: MANGATAINOKA ATHLETIC SOCIETY. bbox=[851, 33, 962, 51]
paddys-land-name: "PADDY'S LAND" (11) bbox=[313, 310, 396, 320]
acrogen-body: FOR INSURANCE.—The Acrogen Machine has been passed as perfectly safe by the Underwriters' Association. THE CHEAPEST LIGHT KNOWN.—The cost of a 16-candle power burner is only 1-10th of a penny per hour. Absolutely non-explosive. Pure, brilliant, and a healthy light with no smoke or smell. Kindly call and inspect machine at work, or make application for particulars from the Local Agents, bbox=[844, 733, 969, 795]
quotation-name: W.F.C.A. (B.) bbox=[567, 480, 600, 487]
quotation-value: 2 6 bbox=[687, 463, 696, 470]
pongaroa-heading: ANNUAL SPORTS MEETING bbox=[446, 73, 539, 97]
harrow-caption: TO stand the season at Masterton and travel the surrounding districts of (Taueru Junction, Greytown, and Gladstone) the thoroughbred Horse bbox=[290, 571, 419, 596]
all-grocers-tagline: ALL GROCERS. bbox=[733, 675, 808, 686]
stallion-1-body: NORTHERN CHARMER is a bay, rising 6 years, foaled on December 12th, 1906. He is a dark-coated horse of good quality, well set on short legs, with plenty of hair and a sound constitution. He has splendid feet and good flat bone. Northern Charmer is by Fernside out of Maggie; Fernside won numerous prizes in the ring. Northern Charmer is not one of those big gross horses, but is a splendidly proportioned animal possessing great muscle and the proper stamp for a stud horse. He is a fairly small compass. The judge (Mr Boxton) said he was the best horse in the ring. Northern Charmer has won in the show ring at Masterton 1909, the Carterton and Taratahi shows, and first at the Wairarapa A. and P. Show, 1910. A pure bred stud horse of quality with thoroughbred ancestry. bbox=[10, 136, 139, 248]
horse-illustration-icon bbox=[40, 293, 110, 339]
divider bbox=[290, 285, 419, 286]
juvenile-heading: JUVENILE EVENTS. bbox=[459, 352, 526, 360]
tea-box-label-1: NELSON bbox=[763, 475, 809, 487]
stallion-1-sub: On Fridays and Saturdays at Harold's Stables, Eketahuna, The Clydesdale Stallion bbox=[13, 99, 136, 112]
stallion-3-caption: TO Stand this Season opposite the WAINGAWA FREEZING WORKS, THE PONY STALLION bbox=[11, 535, 138, 557]
table-row bbox=[566, 479, 697, 487]
burn-heading: TERRIBLE BURN ON PALM OF HAND. bbox=[566, 502, 697, 510]
santa-claus-icon bbox=[711, 376, 861, 576]
chatsworth-pedigree: (By Aurio—Winifred.) bbox=[456, 712, 529, 720]
jackson-name: JACKSON bbox=[335, 762, 374, 772]
stud-1-pedigree: By Stepniak (5), by Nordenfeldt (12)—Steppe, by Sturdee—Seduction. bbox=[149, 106, 280, 121]
chatsworth-owner: W. L. NIX, Tauherenikau. bbox=[491, 790, 557, 797]
acrogen-heading: ACROGEN SAFETY GAS. bbox=[850, 697, 963, 725]
pongaroa-signature: GEO. W. WEST, Secretary, Pongaroa. bbox=[460, 667, 557, 674]
quotation-name: Success bbox=[567, 455, 589, 462]
highland-heading: HIGHLAND EVENTS. bbox=[457, 292, 528, 300]
divider bbox=[978, 485, 1104, 486]
indian-intro: I HAVE Secured the SOLE WAIRARAPA AGENCY (Fullest Ity to Pahiatua) for the Famous bbox=[706, 1008, 835, 1021]
harrow-name: HARROW (11) bbox=[328, 599, 381, 609]
stallion-4-terms: Terms £3 3s. Good paddocking at 1s 6d. Every care taken but no responsibility. bbox=[10, 712, 139, 725]
stallion-3-name: YOUNG KALIPHA. bbox=[38, 559, 111, 569]
